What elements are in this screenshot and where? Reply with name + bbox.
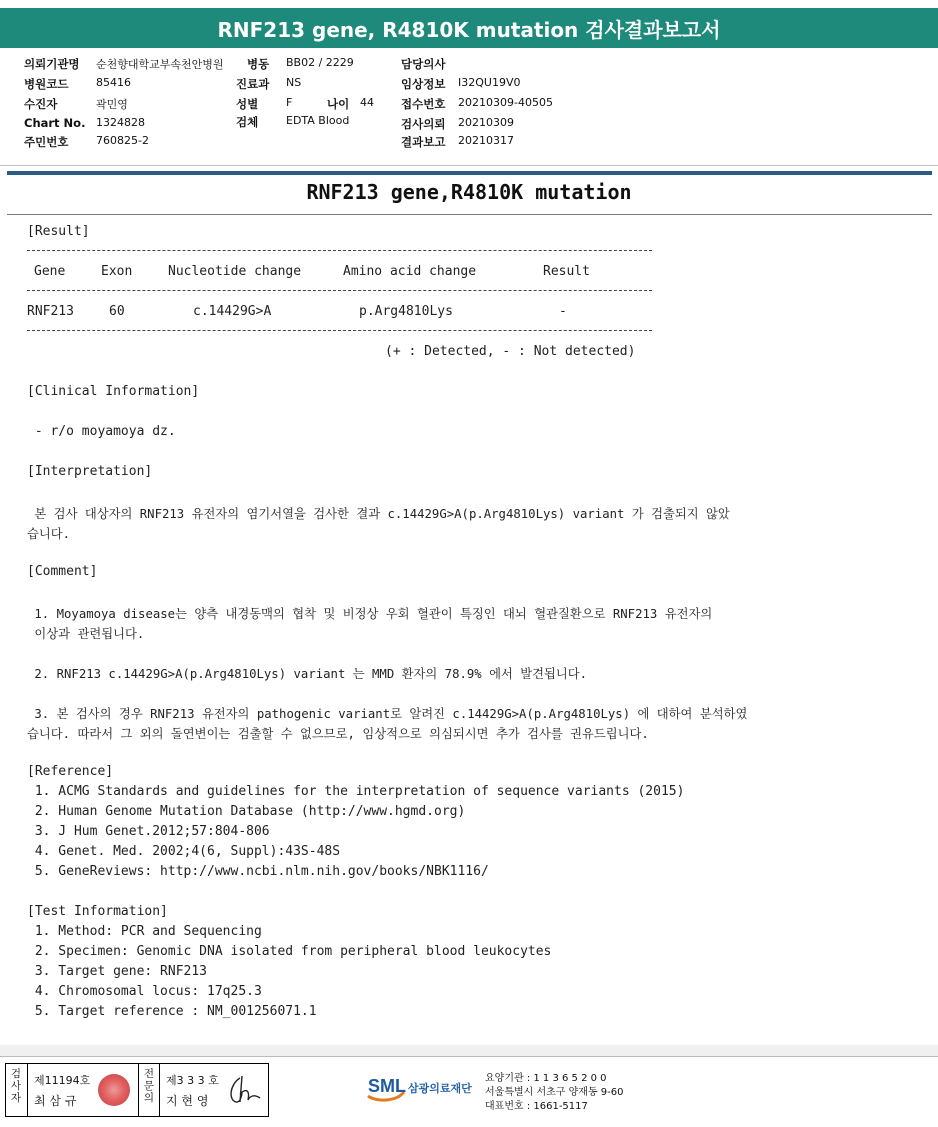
reference-item: 2. Human Genome Mutation Database (http://www.hgmd.org) (27, 804, 466, 819)
test-info-item: 4. Chromosomal locus: 17q25.3 (27, 984, 262, 999)
value-resident-no: 760825-2 (96, 134, 149, 147)
footer-info (485, 1072, 624, 1114)
signature-image (226, 1074, 264, 1106)
dashed-rule (27, 290, 652, 291)
label-doctor: 담당의사 (401, 57, 446, 71)
col-exon: Exon (101, 264, 133, 279)
test-info-item: 1. Method: PCR and Sequencing (27, 924, 262, 939)
reference-item: 5. GeneReviews: http://www.ncbi.nlm.nih.gov/books/NBK1116/ (27, 864, 489, 879)
cell-amino-acid: p.Arg4810Lys (359, 304, 453, 319)
comment-3: 습니다. 따라서 그 외의 돌연변이는 검출할 수 없으므로, 임상적으로 의심되시면 추가 검사를 권유드립니다. (27, 727, 649, 741)
signature-box (5, 1063, 269, 1117)
seal-stamp (98, 1074, 130, 1106)
footer-line-2: 서울특별시 서초구 양재동 9-60 (485, 1087, 624, 1098)
label-resident-no: 주민번호 (24, 135, 69, 149)
comment-2: 2. RNF213 c.14429G>A(p.Arg4810Lys) variant 는 MMD 환자의 78.9% 에서 발견됩니다. (27, 667, 588, 681)
divider (0, 165, 938, 166)
label-chart-no: Chart No. (24, 116, 86, 130)
cell-nucleotide: c.14429G>A (193, 304, 272, 319)
approver-label: 전문의 (143, 1068, 155, 1104)
label-patient: 수진자 (24, 97, 58, 111)
test-info-heading: [Test Information] (27, 904, 168, 919)
test-info-item: 5. Target reference : NM_001256071.1 (27, 1004, 317, 1019)
value-request-date: 20210309 (458, 116, 514, 129)
footer-line-3: 대표번호 : 1661-5117 (485, 1101, 588, 1112)
logo-text: SML (368, 1076, 406, 1096)
dashed-rule (27, 250, 652, 251)
footer-line-1: 요양기관 : 1 1 3 6 5 2 0 0 (485, 1073, 607, 1084)
label-age: 나이 (327, 97, 350, 111)
label-specimen: 검체 (236, 115, 259, 129)
interpretation-text: 습니다. (27, 527, 71, 541)
label-ward: 병동 (247, 57, 270, 71)
approver-label-cell (138, 1064, 160, 1116)
cell-exon: 60 (109, 304, 125, 319)
col-result: Result (543, 264, 590, 279)
value-hospital-code: 85416 (96, 76, 131, 89)
tester-label: 검사자 (10, 1068, 22, 1104)
tester-license-no: 제11194호 (34, 1074, 91, 1087)
footer-band (0, 1045, 938, 1056)
cell-result: - (559, 304, 567, 319)
comment-1: 이상과 관련됩니다. (27, 627, 145, 641)
comment-3: 3. 본 검사의 경우 RNF213 유전자의 pathogenic variant로 알려진 c.14429G>A(p.Arg4810Lys) 에 대하여 분석하였 (27, 707, 748, 721)
value-report-date: 20210317 (458, 134, 514, 147)
test-info-item: 2. Specimen: Genomic DNA isolated from peripheral blood leukocytes (27, 944, 552, 959)
tester-name: 최 삼 규 (34, 1094, 77, 1108)
label-clinical-info: 임상정보 (401, 77, 446, 91)
interpretation-heading: [Interpretation] (27, 464, 153, 479)
value-patient: 곽민영 (96, 98, 128, 111)
col-gene: Gene (34, 264, 66, 279)
value-specimen: EDTA Blood (286, 114, 350, 127)
label-sex: 성별 (236, 97, 259, 111)
result-legend: (+ : Detected, - : Not detected) (385, 344, 636, 359)
dashed-rule (27, 330, 652, 331)
interpretation-text: 본 검사 대상자의 RNF213 유전자의 염기서열을 검사한 결과 c.14429G>A(p.Arg4810Lys) variant 가 검출되지 않았 (27, 507, 730, 521)
divider-accent (7, 171, 932, 175)
report-title: RNF213 gene, R4810K mutation 검사결과보고서 (0, 8, 938, 48)
org-name: 삼광의료재단 (408, 1082, 472, 1095)
result-heading: [Result] (27, 224, 90, 239)
value-clinical-info: I32QU19V0 (458, 76, 521, 89)
value-age: 44 (360, 96, 374, 109)
approver-name: 지 현 영 (166, 1094, 209, 1108)
value-receipt-no: 20210309-40505 (458, 96, 553, 109)
divider (7, 214, 932, 215)
label-department: 진료과 (236, 77, 270, 91)
divider (0, 1056, 938, 1057)
reference-heading: [Reference] (27, 764, 114, 779)
label-receipt-no: 접수번호 (401, 97, 446, 111)
value-sex: F (286, 96, 293, 109)
value-chart-no: 1324828 (96, 116, 145, 129)
cell-gene: RNF213 (27, 304, 74, 319)
reference-item: 3. J Hum Genet.2012;57:804-806 (27, 824, 270, 839)
col-amino-acid: Amino acid change (343, 264, 477, 279)
comment-1: 1. Moyamoya disease는 양측 내경동맥의 협착 및 비정상 우회 혈관이 특징인 대뇌 혈관질환으로 RNF213 유전자의 (27, 607, 713, 621)
label-institution: 의뢰기관명 (24, 57, 80, 71)
approver-license-no: 제3 3 3 호 (166, 1074, 219, 1087)
tester-label-cell (6, 1064, 28, 1116)
label-request-date: 검사의뢰 (401, 117, 446, 131)
label-report-date: 결과보고 (401, 135, 446, 149)
value-ward: BB02 / 2229 (286, 56, 354, 69)
comment-heading: [Comment] (27, 564, 98, 579)
clinical-text: - r/o moyamoya dz. (27, 424, 176, 439)
value-institution: 순천향대학교부속천안병원 (96, 58, 224, 71)
reference-item: 1. ACMG Standards and guidelines for the interpretation of sequence variants (2015) (27, 784, 685, 799)
patient-info (0, 56, 938, 156)
reference-item: 4. Genet. Med. 2002;4(6, Suppl):43S-48S (27, 844, 341, 859)
col-nucleotide: Nucleotide change (168, 264, 302, 279)
label-hospital-code: 병원코드 (24, 77, 69, 91)
clinical-heading: [Clinical Information] (27, 384, 200, 399)
value-department: NS (286, 76, 302, 89)
sml-logo (366, 1072, 482, 1108)
test-info-item: 3. Target gene: RNF213 (27, 964, 208, 979)
document-title: RNF213 gene,R4810K mutation (306, 180, 632, 204)
